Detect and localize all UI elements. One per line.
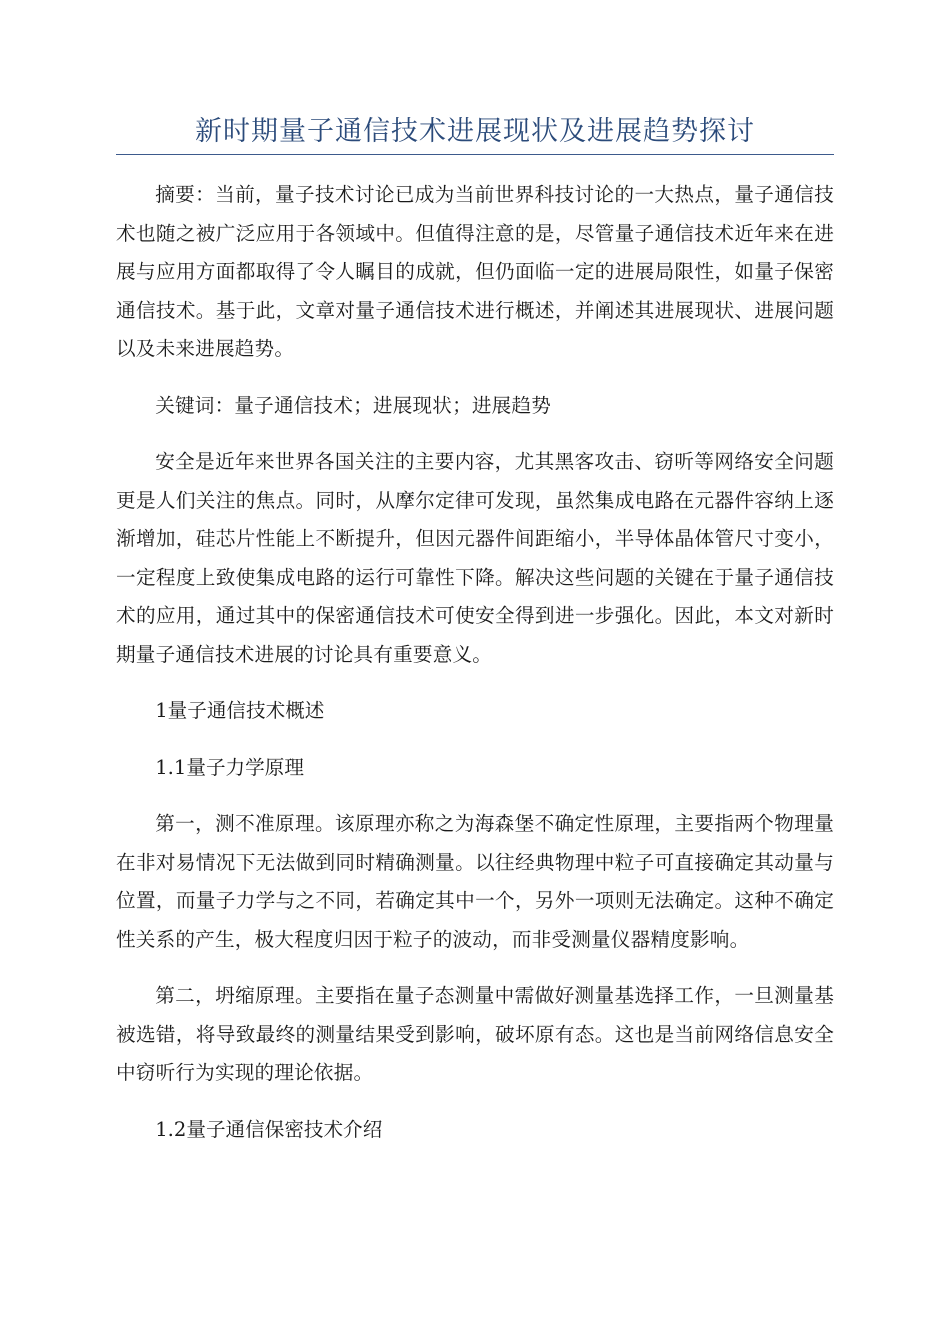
intro-paragraph: 安全是近年来世界各国关注的主要内容，尤其黑客攻击、窃听等网络安全问题更是人们关注的焦点。同时，从摩尔定律可发现，虽然集成电路在元器件容纳上逐渐增加，硅芯片性能上不断提升，但因元器件间距缩小，半导体晶体管尺寸变小，一定程度上致使集成电路的运行可靠性下降。解决这些问题的关键在于量子通信技术的应用，通过其中的保密通信技术可使安全得到进一步强化。因此，本文对新时期量子通信技术进展的讨论具有重要意义。 (116, 450, 834, 666)
section-heading-1: 1量子通信技术概述 (155, 699, 325, 722)
section-heading-1-2: 1.2量子通信保密技术介绍 (155, 1117, 383, 1141)
title-underline (116, 154, 834, 155)
collapse-principle-paragraph: 第二，坍缩原理。主要指在量子态测量中需做好测量基选择工作，一旦测量基被选错，将导致最终的测量结果受到影响，破坏原有态。这也是当前网络信息安全中窃听行为实现的理论依据。 (116, 984, 834, 1084)
document-body (116, 176, 834, 1167)
abstract-paragraph: 摘要：当前，量子技术讨论已成为当前世界科技讨论的一大热点，量子通信技术也随之被广泛应用于各领域中。但值得注意的是，尽管量子通信技术近年来在进展与应用方面都取得了令人瞩目的成就，但仍面临一定的进展局限性，如量子保密通信技术。基于此，文章对量子通信技术进行概述，并阐述其进展现状、进展问题以及未来进展趋势。 (116, 183, 834, 360)
uncertainty-principle-paragraph: 第一，测不准原理。该原理亦称之为海森堡不确定性原理，主要指两个物理量在非对易情况下无法做到同时精确测量。以往经典物理中粒子可直接确定其动量与位置，而量子力学与之不同，若确定其中一个，另外一项则无法确定。这种不确定性关系的产生，极大程度归因于粒子的波动，而非受测量仪器精度影响。 (116, 812, 834, 951)
keywords-paragraph: 关键词：量子通信技术；进展现状；进展趋势 (155, 393, 552, 417)
document-title: 新时期量子通信技术进展现状及进展趋势探讨 (195, 116, 755, 147)
section-heading-1-1: 1.1量子力学原理 (155, 755, 304, 779)
